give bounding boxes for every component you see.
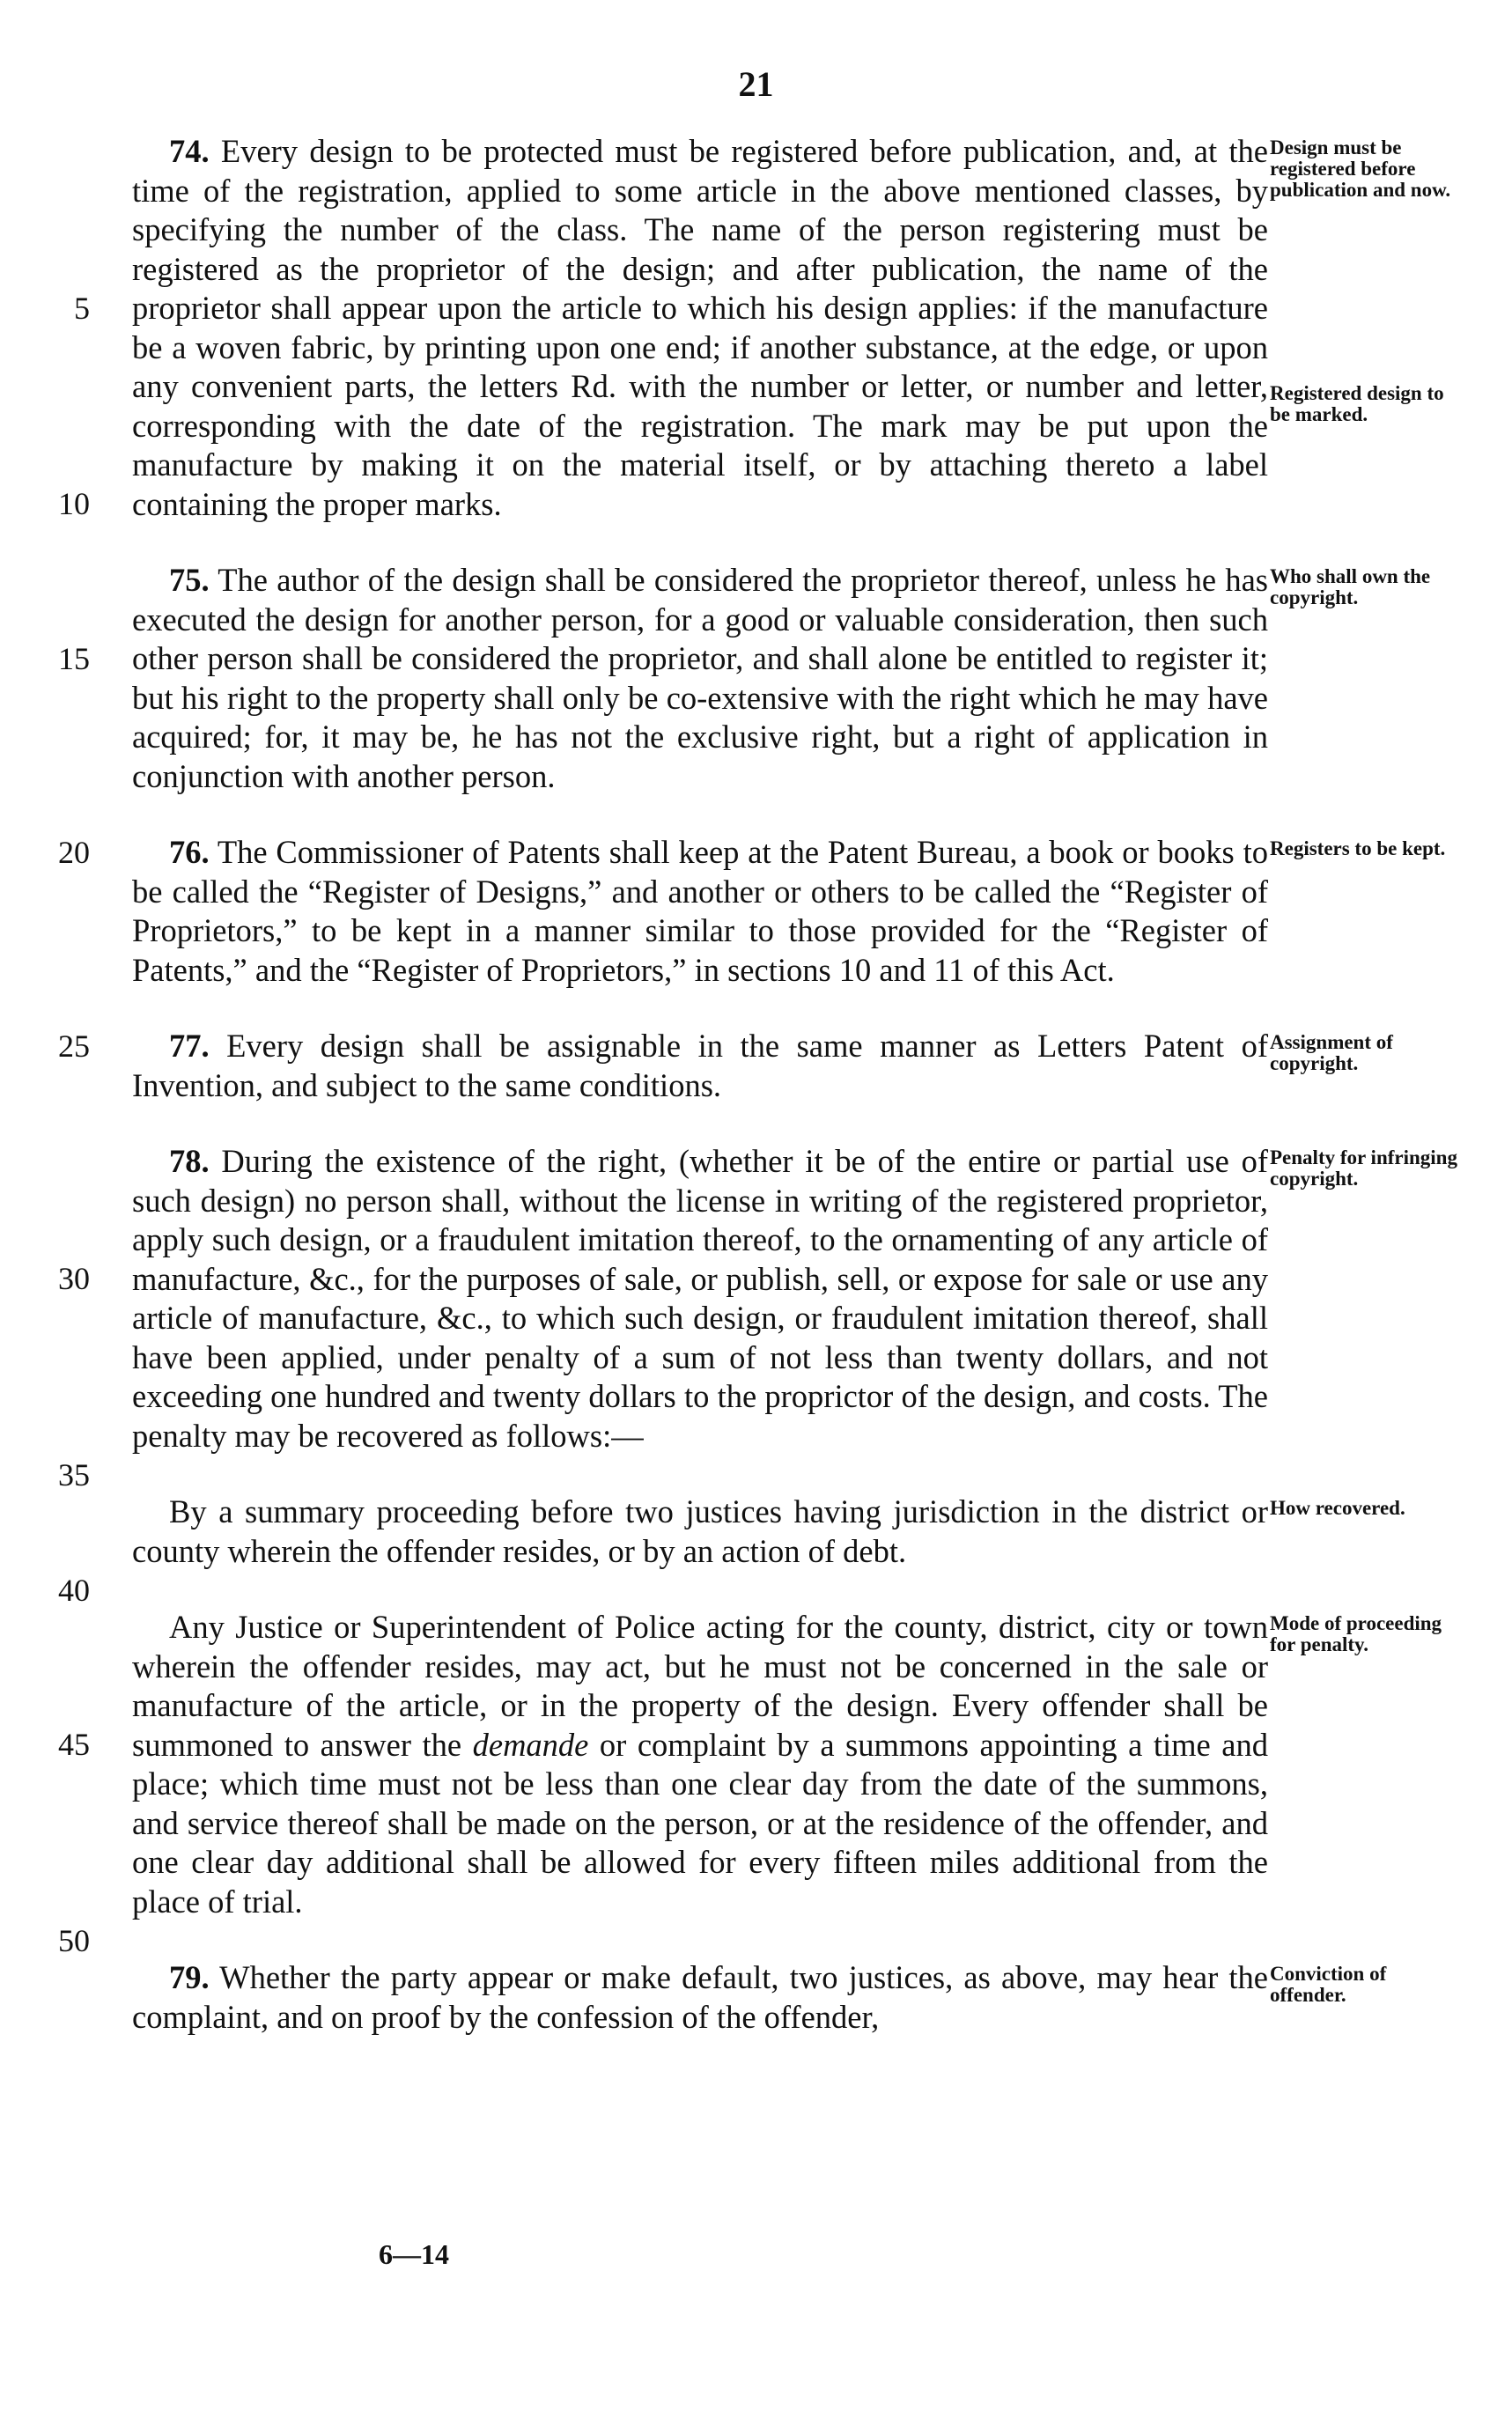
section-text: or complaint by a summons appointing a time and place; which time must not be less than one clear day from the date of the summons, and service thereof shall be made on the person, or at the residence of the offender, and one clear day additional shall be allowed for every fifteen miles additional from the place of trial. bbox=[132, 1726, 1268, 1920]
line-number: 35 bbox=[58, 1457, 90, 1493]
section-74 bbox=[58, 132, 1451, 524]
section-text: Every design shall be assignable in the same manner as Letters Patent of Invention, and subject to the same conditions. bbox=[132, 1028, 1268, 1103]
section-text: The Commissioner of Patents shall keep at the Patent Bureau, a book or books to be called the “Register of Designs,” and another or others to be called the “Register of Proprietors,” to be kept in a manner similar to those provided for the “Register of Patents,” and the “Register of Proprietors,” in sections 10 and 11 of this Act. bbox=[132, 834, 1268, 988]
line-number: 30 bbox=[58, 1261, 90, 1296]
section-text: Whether the party appear or make default, two justices, as above, may hear the complaint, and on proof by the confession of the offender, bbox=[132, 1959, 1268, 2035]
section-76 bbox=[58, 833, 1446, 990]
line-number: 10 bbox=[58, 486, 90, 521]
margin-note-registered-marked: Registered design to be marked. bbox=[1270, 382, 1444, 425]
line-number: 15 bbox=[58, 641, 90, 676]
section-text: The author of the design shall be considered the proprietor thereof, unless he has executed the design for another person, for a good or valuable consideration, then such other person shall be considered the proprietor, and shall alone be entitled to register it; but his right to the property shall only be co-extensive with the right which he may have acquired; for, it may be, he has not the exclusive right, but a right of application in conjunction with another person. bbox=[132, 562, 1268, 794]
section-text-italic: demande bbox=[472, 1726, 589, 1763]
body-column bbox=[58, 132, 1457, 2065]
line-number: 20 bbox=[58, 835, 90, 870]
margin-note-how-recovered: How recovered. bbox=[1270, 1497, 1405, 1519]
section-number: 76. bbox=[169, 834, 210, 870]
section-text: During the existence of the right, (whether it be of the entire or partial use of such design) no person shall, without the license in writing of the registered proprietor, apply such design, or a fraudulent imitation thereof, to the ornamenting of any article of manufacture, &c., for the purposes of sale, or publish, sell, or expose for sale or use any article of manufacture, &c., to which such design, or fraudulent imitation thereof, shall have been applied, under penalty of a sum of not less than twenty dollars, and not exceeding one hundred and twenty dollars to the proprictor of the design, and costs. The penalty may be recovered as follows:— bbox=[132, 1143, 1268, 1454]
section-78 bbox=[58, 1142, 1457, 1493]
section-text: Any Justice or Superintendent of Police acting for the county, district, city or town wherein the offender resides, may act, but he must not be concerned in the sale or manufacture of the article, or in the property of the design. Every offender shall be summoned to answer the bbox=[132, 1609, 1268, 1763]
section-text: By a summary proceeding before two justices having jurisdiction in the district or county wherein the offender resides, or by an action of debt. bbox=[132, 1493, 1268, 1569]
printer-signature-mark: 6—14 bbox=[379, 2238, 449, 2270]
margin-note-penalty: Penalty for infringing copyright. bbox=[1270, 1146, 1457, 1190]
section-number: 78. bbox=[169, 1143, 210, 1179]
section-78-recovery bbox=[58, 1493, 1405, 1608]
margin-note-design-registered: Design must be registered before publication and now. bbox=[1270, 136, 1451, 201]
line-number: 40 bbox=[58, 1573, 90, 1608]
margin-note-registers: Registers to be kept. bbox=[1270, 837, 1446, 859]
section-77 bbox=[58, 1027, 1393, 1105]
section-number: 74. bbox=[169, 133, 210, 169]
section-text: Every design to be protected must be registered before publication, and, at the time of the registration, applied to some article in the above mentioned classes, by specifying the number of the class. The name of the person registering must be registered as the proprietor of the design; and after publication, the name of the proprietor shall appear upon the article to which his design applies: if the manufacture be a woven fabric, by printing upon one end; if another substance, at the edge, or upon any convenient parts, the letters Rd. with the number or letter, or number and letter, corresponding with the date of the registration. The mark may be put upon the manufacture by making it on the material itself, or by attaching thereto a label containing the proper marks. bbox=[132, 133, 1268, 522]
section-78-procedure bbox=[58, 1608, 1442, 1958]
section-79 bbox=[132, 1958, 1387, 2037]
line-number: 45 bbox=[58, 1727, 90, 1762]
line-number: 50 bbox=[58, 1923, 90, 1958]
section-number: 77. bbox=[169, 1028, 210, 1064]
section-number: 75. bbox=[169, 562, 210, 598]
line-number: 25 bbox=[58, 1028, 90, 1064]
margin-note-conviction: Conviction of offender. bbox=[1270, 1963, 1387, 2006]
margin-note-assignment: Assignment of copyright. bbox=[1270, 1031, 1393, 1074]
section-number: 79. bbox=[169, 1959, 210, 1995]
line-number: 5 bbox=[74, 291, 90, 326]
section-75 bbox=[58, 561, 1431, 796]
page-number: 21 bbox=[738, 64, 774, 104]
margin-note-mode-of-proceeding: Mode of proceeding for penalty. bbox=[1270, 1612, 1442, 1655]
margin-note-copyright-owner: Who shall own the copyright. bbox=[1270, 565, 1431, 608]
